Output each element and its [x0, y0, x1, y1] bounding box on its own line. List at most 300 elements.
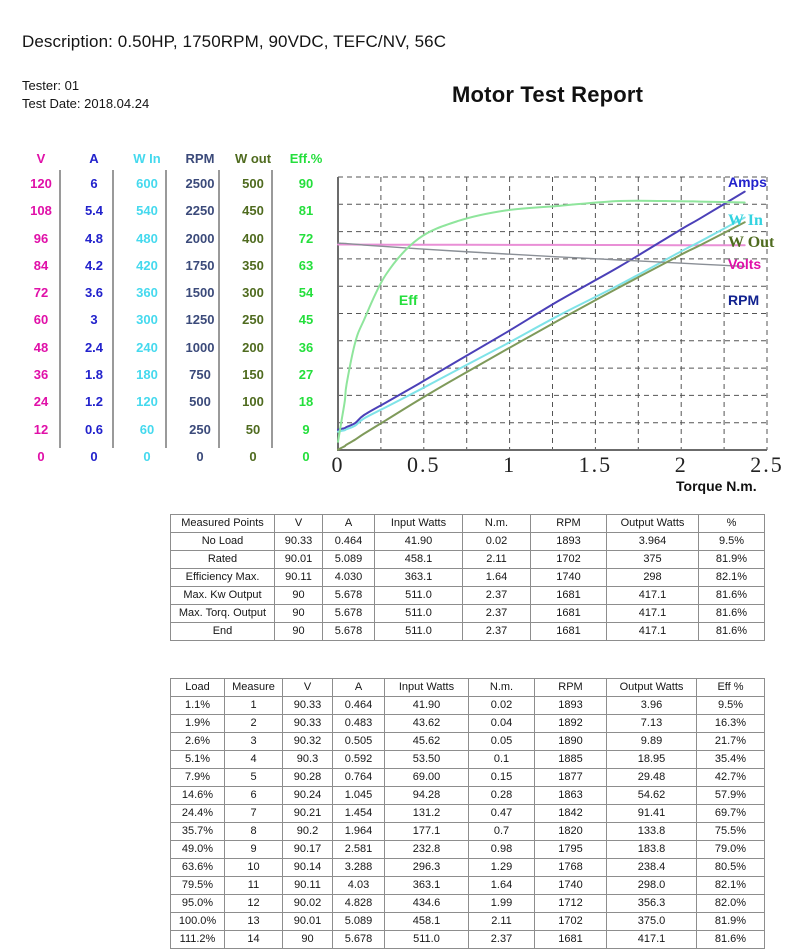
axis-value-cell: 2500 [185, 176, 215, 191]
chart-legend-amps: Amps [728, 174, 767, 190]
axis-value-cell: 450 [242, 203, 264, 219]
table-cell: 0.04 [469, 715, 535, 733]
x-tick-label: 0.5 [407, 452, 441, 477]
table-cell: 5.089 [323, 551, 375, 569]
table-cell: 298 [607, 569, 699, 587]
table-cell: 5.678 [333, 931, 385, 949]
x-tick-label: 2.5 [750, 452, 784, 477]
table-cell: 1681 [531, 623, 607, 641]
axis-value-cell: 54 [298, 285, 314, 301]
table-cell: Max. Kw Output [171, 587, 275, 605]
table-row [171, 895, 765, 913]
table-cell: 82.1% [699, 569, 765, 587]
axis-value-cell: 0 [37, 448, 45, 464]
axis-value-cell: 5.4 [84, 203, 104, 219]
table-cell: 238.4 [607, 859, 697, 877]
table-cell: 3 [225, 733, 283, 751]
table-cell: 2.37 [469, 931, 535, 949]
table-cell: 417.1 [607, 605, 699, 623]
axis-value-cell: 9 [302, 421, 310, 437]
table-cell: 9.5% [697, 697, 765, 715]
table-cell: 296.3 [385, 859, 469, 877]
table-cell: 81.9% [699, 551, 765, 569]
table-cell: 0.764 [333, 769, 385, 787]
axis-value-cell: 0 [143, 448, 151, 464]
table-cell: 42.7% [697, 769, 765, 787]
table-cell: 1.964 [333, 823, 385, 841]
table-cell: 417.1 [607, 587, 699, 605]
table-row [171, 533, 765, 551]
table-cell: 90.24 [283, 787, 333, 805]
column-divider [271, 170, 273, 448]
table-cell: 177.1 [385, 823, 469, 841]
x-axis-title: Torque N.m. [676, 478, 757, 494]
table-cell: 95.0% [171, 895, 225, 913]
page-title: Motor Test Report [452, 82, 644, 107]
table-row [171, 787, 765, 805]
axis-value-cell: 72 [298, 230, 314, 246]
table-cell: 1768 [535, 859, 607, 877]
axis-column-eff [279, 148, 333, 470]
axis-value-cell: 4.2 [84, 257, 104, 273]
table-cell: 1893 [535, 697, 607, 715]
table-cell: 1.64 [469, 877, 535, 895]
axis-value-cell: 4.8 [84, 230, 104, 246]
table-cell: 81.6% [699, 605, 765, 623]
table-cell: 2.11 [469, 913, 535, 931]
load-measurements-table [170, 678, 765, 949]
test-date-label: Test Date: 2018.04.24 [22, 96, 150, 111]
axis-value-cell: 250 [242, 312, 264, 328]
axis-value-cell: 0 [90, 448, 98, 464]
table-cell: 1681 [531, 605, 607, 623]
table-cell: 1.99 [469, 895, 535, 913]
column-header: RPM [531, 515, 607, 533]
table-cell: 53.50 [385, 751, 469, 769]
table-cell: 79.5% [171, 877, 225, 895]
axis-value-cell: 72 [33, 285, 49, 301]
table-cell: 5.678 [323, 587, 375, 605]
table-cell: 24.4% [171, 805, 225, 823]
table-cell: 1.454 [333, 805, 385, 823]
table-cell: 1863 [535, 787, 607, 805]
axis-value-cell: 1250 [185, 312, 215, 328]
axis-column-header: W In [133, 151, 161, 166]
table-cell: 1.1% [171, 697, 225, 715]
table-cell: 8 [225, 823, 283, 841]
chart-legend-w-out: W Out [728, 234, 775, 251]
table-cell: 4.03 [333, 877, 385, 895]
table-cell: 69.7% [697, 805, 765, 823]
table-cell: 21.7% [697, 733, 765, 751]
table-cell: 1795 [535, 841, 607, 859]
table-cell: 434.6 [385, 895, 469, 913]
table-cell: 458.1 [375, 551, 463, 569]
table-cell: 1702 [535, 913, 607, 931]
x-tick-label: 1.5 [578, 452, 613, 477]
table-cell: 375 [607, 551, 699, 569]
table-cell: 4 [225, 751, 283, 769]
table-cell: 100.0% [171, 913, 225, 931]
table-row [171, 623, 765, 641]
table-cell: 1.29 [469, 859, 535, 877]
table-cell: 1893 [531, 533, 607, 551]
x-tick-label: 2 [674, 452, 688, 477]
table-row [171, 805, 765, 823]
table-cell: 6 [225, 787, 283, 805]
axis-value-cell: 60 [33, 312, 49, 328]
table-row [171, 931, 765, 949]
table-cell: 0.02 [463, 533, 531, 551]
axis-value-cell: 120 [136, 394, 158, 410]
table-cell: 9.5% [699, 533, 765, 551]
table-cell: 1702 [531, 551, 607, 569]
table-cell: 80.5% [697, 859, 765, 877]
axis-value-cell: 63 [298, 257, 314, 273]
axis-value-cell: 12 [33, 421, 49, 437]
table-cell: 5 [225, 769, 283, 787]
axis-value-cell: 300 [242, 285, 264, 301]
table-cell: 0.05 [469, 733, 535, 751]
column-divider [165, 170, 167, 448]
axis-value-cell: 3 [90, 312, 98, 328]
axis-value-cell: 0.6 [84, 421, 104, 437]
column-header: Measure [225, 679, 283, 697]
table-cell: 11 [225, 877, 283, 895]
table-cell: 90.01 [275, 551, 323, 569]
x-tick-label: 1 [503, 452, 517, 477]
axis-value-cell: 96 [33, 230, 49, 246]
axis-value-cell: 0 [249, 448, 257, 464]
table-cell: 2.11 [463, 551, 531, 569]
table-row [171, 587, 765, 605]
axis-value-cell: 50 [245, 421, 261, 437]
motor-performance-chart [332, 168, 776, 460]
table-cell: 0.464 [333, 697, 385, 715]
table-cell: 90 [275, 605, 323, 623]
table-cell: 2.37 [463, 605, 531, 623]
table-cell: Max. Torq. Output [171, 605, 275, 623]
column-header: Load [171, 679, 225, 697]
axis-value-cell: 500 [242, 176, 264, 191]
table-cell: 63.6% [171, 859, 225, 877]
chart-line-volts [338, 245, 745, 246]
table-cell: 90.02 [283, 895, 333, 913]
table-cell: 43.62 [385, 715, 469, 733]
table-cell: 81.6% [697, 931, 765, 949]
table-cell: 35.7% [171, 823, 225, 841]
table-cell: 511.0 [375, 587, 463, 605]
table-cell: Rated [171, 551, 275, 569]
table-cell: 41.90 [385, 697, 469, 715]
table-cell: 90.33 [283, 697, 333, 715]
table-cell: 90.14 [283, 859, 333, 877]
table-cell: 2.37 [463, 623, 531, 641]
table-cell: 10 [225, 859, 283, 877]
x-axis-tick-labels [326, 452, 786, 478]
axis-value-cell: 45 [298, 312, 314, 328]
table-row [171, 733, 765, 751]
table-row [171, 877, 765, 895]
axis-value-cell: 36 [298, 339, 314, 355]
table-cell: 35.4% [697, 751, 765, 769]
table-cell: 298.0 [607, 877, 697, 895]
table-cell: 0.98 [469, 841, 535, 859]
table-cell: 12 [225, 895, 283, 913]
table-cell: 0.505 [333, 733, 385, 751]
column-divider [112, 170, 114, 448]
column-divider [59, 170, 61, 448]
table-cell: 4.828 [333, 895, 385, 913]
table-cell: 1842 [535, 805, 607, 823]
column-header: N.m. [469, 679, 535, 697]
axis-column-header: W out [234, 151, 272, 166]
column-header: Measured Points [171, 515, 275, 533]
table-cell: 14 [225, 931, 283, 949]
table-cell: 90 [283, 931, 333, 949]
table-cell: 131.2 [385, 805, 469, 823]
table-cell: 1890 [535, 733, 607, 751]
axis-value-cell: 750 [189, 367, 211, 383]
chart-legend-rpm: RPM [728, 292, 760, 308]
table-cell: 183.8 [607, 841, 697, 859]
table-cell: 0.592 [333, 751, 385, 769]
table-row [171, 841, 765, 859]
axis-value-cell: 360 [136, 285, 158, 301]
column-header: Input Watts [375, 515, 463, 533]
table-row [171, 751, 765, 769]
table-cell: Efficiency Max. [171, 569, 275, 587]
chart-line-w-in [338, 218, 745, 432]
column-header: N.m. [463, 515, 531, 533]
axis-value-cell: 6 [90, 176, 98, 191]
column-header: % [699, 515, 765, 533]
table-cell: 0.02 [469, 697, 535, 715]
axis-value-cell: 48 [33, 339, 49, 355]
table-cell: 1740 [531, 569, 607, 587]
axis-value-cell: 180 [136, 367, 158, 383]
table-cell: 7.13 [607, 715, 697, 733]
table-cell: 82.0% [697, 895, 765, 913]
axis-value-cell: 24 [33, 394, 49, 410]
table-cell: 0.47 [469, 805, 535, 823]
table-row [171, 715, 765, 733]
axis-value-cell: 1500 [185, 285, 215, 301]
axis-value-table [14, 148, 332, 464]
axis-value-cell: 540 [136, 203, 158, 219]
axis-value-cell: 400 [242, 230, 264, 246]
table-cell: 5.678 [323, 623, 375, 641]
table-header-row [171, 679, 765, 697]
table-cell: 417.1 [607, 931, 697, 949]
table-cell: 1712 [535, 895, 607, 913]
table-cell: 90 [275, 623, 323, 641]
table-cell: 90.33 [275, 533, 323, 551]
chart-legend-w-in: W In [728, 212, 763, 229]
table-cell: 0.1 [469, 751, 535, 769]
table-row [171, 769, 765, 787]
table-cell: 90.21 [283, 805, 333, 823]
table-cell: 1820 [535, 823, 607, 841]
table-cell: 90.2 [283, 823, 333, 841]
table-cell: 3.964 [607, 533, 699, 551]
axis-value-cell: 480 [136, 230, 158, 246]
axis-value-cell: 2.4 [84, 339, 104, 355]
table-cell: 2.581 [333, 841, 385, 859]
table-cell: 1877 [535, 769, 607, 787]
table-cell: 9.89 [607, 733, 697, 751]
table-cell: 0.15 [469, 769, 535, 787]
table-row [171, 605, 765, 623]
chart-line-eff [338, 201, 745, 442]
axis-value-cell: 27 [298, 367, 314, 383]
axis-value-cell: 1000 [185, 339, 215, 355]
column-header: V [283, 679, 333, 697]
column-header: Output Watts [607, 679, 697, 697]
table-row [171, 859, 765, 877]
table-cell: 1.9% [171, 715, 225, 733]
table-cell: 49.0% [171, 841, 225, 859]
table-row [171, 569, 765, 587]
table-cell: 90.11 [275, 569, 323, 587]
axis-value-cell: 60 [139, 421, 155, 437]
table-cell: 458.1 [385, 913, 469, 931]
table-cell: 9 [225, 841, 283, 859]
table-cell: 133.8 [607, 823, 697, 841]
table-cell: 1681 [531, 587, 607, 605]
axis-value-cell: 1.2 [84, 394, 104, 410]
axis-value-cell: 90 [298, 176, 314, 191]
axis-value-cell: 2000 [185, 230, 215, 246]
table-cell: 81.6% [699, 623, 765, 641]
table-cell: 111.2% [171, 931, 225, 949]
axis-value-cell: 150 [242, 367, 264, 383]
axis-value-cell: 18 [298, 394, 314, 410]
column-header: RPM [535, 679, 607, 697]
x-tick-label: 0 [331, 452, 345, 477]
table-cell: 5.1% [171, 751, 225, 769]
table-row [171, 823, 765, 841]
table-cell: 90.3 [283, 751, 333, 769]
table-cell: 0.28 [469, 787, 535, 805]
column-header: V [275, 515, 323, 533]
axis-value-cell: 240 [136, 339, 158, 355]
axis-value-cell: 100 [242, 394, 264, 410]
axis-value-cell: 200 [242, 339, 264, 355]
motor-description: Description: 0.50HP, 1750RPM, 90VDC, TEFC/NV, 56C [22, 32, 447, 51]
table-cell: 91.41 [607, 805, 697, 823]
axis-value-cell: 84 [33, 257, 49, 273]
table-cell: 90.11 [283, 877, 333, 895]
axis-value-cell: 420 [136, 257, 158, 273]
table-cell: 90.32 [283, 733, 333, 751]
axis-value-cell: 0 [302, 448, 310, 464]
table-cell: 1 [225, 697, 283, 715]
table-cell: 18.95 [607, 751, 697, 769]
table-cell: 363.1 [375, 569, 463, 587]
table-cell: 511.0 [385, 931, 469, 949]
table-cell: End [171, 623, 275, 641]
table-cell: 1681 [535, 931, 607, 949]
table-cell: 90.17 [283, 841, 333, 859]
table-cell: 4.030 [323, 569, 375, 587]
axis-value-cell: 350 [242, 257, 264, 273]
table-cell: 0.7 [469, 823, 535, 841]
chart-legend-volts: Volts [728, 256, 762, 272]
table-cell: 45.62 [385, 733, 469, 751]
table-cell: 1885 [535, 751, 607, 769]
table-cell: 363.1 [385, 877, 469, 895]
table-cell: 29.48 [607, 769, 697, 787]
axis-column-header: A [89, 151, 99, 166]
table-cell: 2.37 [463, 587, 531, 605]
axis-value-cell: 0 [196, 448, 204, 464]
measured-points-table [170, 514, 765, 641]
table-cell: 7 [225, 805, 283, 823]
axis-value-cell: 300 [136, 312, 158, 328]
table-cell: 232.8 [385, 841, 469, 859]
table-cell: 1740 [535, 877, 607, 895]
column-divider [218, 170, 220, 448]
axis-value-cell: 3.6 [84, 285, 104, 301]
table-cell: No Load [171, 533, 275, 551]
table-cell: 511.0 [375, 605, 463, 623]
table-cell: 13 [225, 913, 283, 931]
table-cell: 41.90 [375, 533, 463, 551]
table-cell: 356.3 [607, 895, 697, 913]
axis-value-cell: 1750 [185, 257, 215, 273]
table-cell: 2.6% [171, 733, 225, 751]
table-cell: 0.483 [333, 715, 385, 733]
axis-value-cell: 1.8 [84, 367, 104, 383]
axis-value-cell: 500 [189, 394, 211, 410]
table-cell: 81.6% [699, 587, 765, 605]
column-header: A [333, 679, 385, 697]
table-cell: 5.678 [323, 605, 375, 623]
table-cell: 90.33 [283, 715, 333, 733]
column-header: Output Watts [607, 515, 699, 533]
table-cell: 5.089 [333, 913, 385, 931]
table-cell: 90 [275, 587, 323, 605]
axis-value-cell: 36 [33, 367, 49, 383]
axis-value-cell: 81 [298, 203, 314, 219]
table-cell: 57.9% [697, 787, 765, 805]
chart-series [338, 192, 745, 450]
table-cell: 69.00 [385, 769, 469, 787]
table-header-row [171, 515, 765, 533]
table-cell: 54.62 [607, 787, 697, 805]
tester-label: Tester: 01 [22, 78, 80, 93]
table-cell: 90.28 [283, 769, 333, 787]
table-cell: 75.5% [697, 823, 765, 841]
table-cell: 79.0% [697, 841, 765, 859]
axis-value-cell: 120 [30, 176, 52, 191]
table-cell: 14.6% [171, 787, 225, 805]
axis-column-header: V [36, 151, 46, 166]
axis-value-cell: 108 [30, 203, 52, 219]
column-header: Eff % [697, 679, 765, 697]
axis-column-header: RPM [185, 151, 215, 166]
axis-value-cell: 2250 [185, 203, 215, 219]
table-cell: 511.0 [375, 623, 463, 641]
table-row [171, 913, 765, 931]
table-row [171, 697, 765, 715]
axis-column-header: Eff.% [289, 151, 323, 166]
table-cell: 90.01 [283, 913, 333, 931]
table-cell: 82.1% [697, 877, 765, 895]
table-cell: 16.3% [697, 715, 765, 733]
table-cell: 375.0 [607, 913, 697, 931]
